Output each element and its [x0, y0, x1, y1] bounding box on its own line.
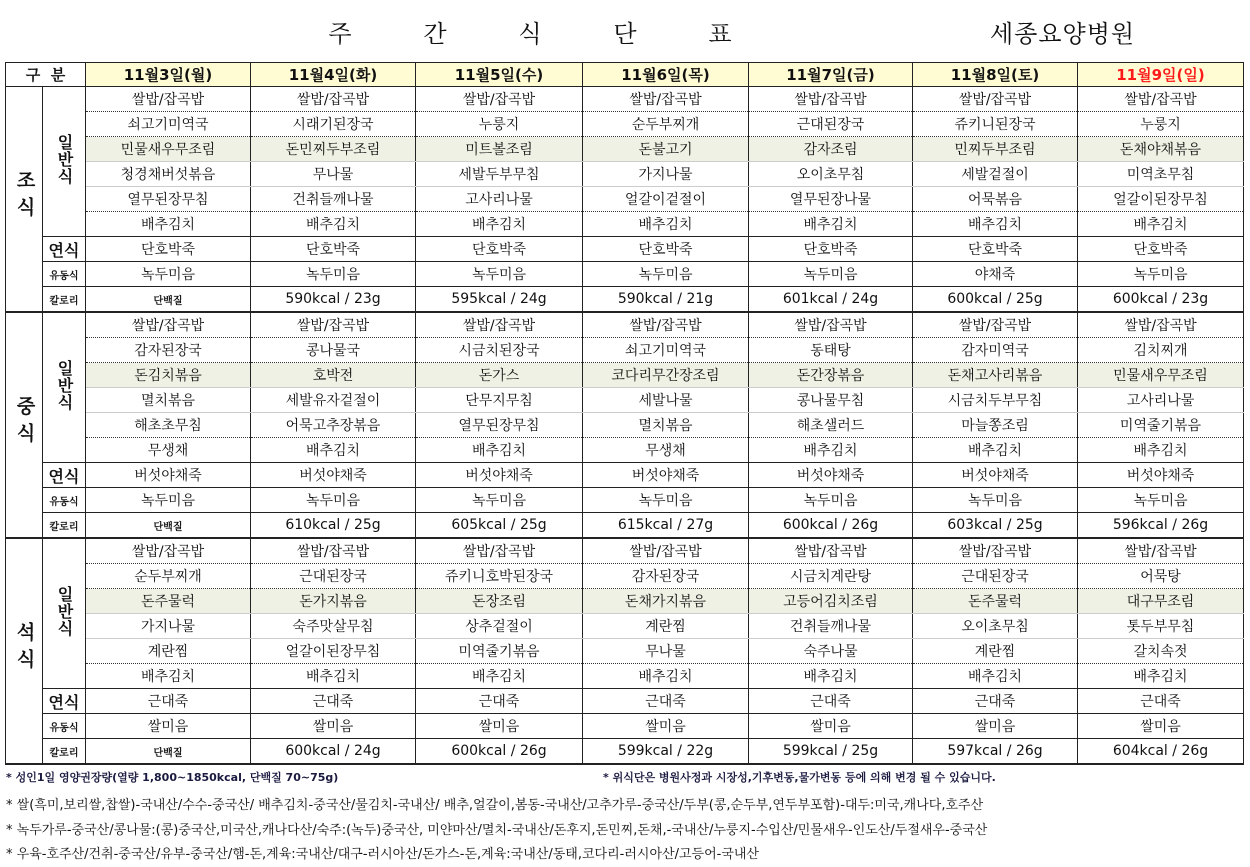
title-char: 주: [328, 20, 352, 48]
menu-row: [6, 564, 1244, 589]
meal-label: 중식: [13, 395, 36, 450]
menu-item: 상추겉절이: [416, 614, 583, 639]
soft-diet-label: 연식: [43, 689, 86, 714]
calorie-label: 칼로리: [43, 513, 86, 539]
nutrition-value: 590kcal / 23g: [251, 287, 416, 313]
menu-item: 미역줄기볶음: [1078, 413, 1244, 438]
menu-item: 쇠고기미역국: [86, 112, 251, 137]
menu-item: 어묵볶음: [913, 187, 1078, 212]
menu-item: 버섯야채죽: [86, 463, 251, 488]
menu-item: 쌀미음: [913, 714, 1078, 739]
meal-label-cell: [6, 87, 43, 313]
menu-item: 시금치된장국: [416, 338, 583, 363]
menu-item: 쌀밥/잡곡밥: [583, 87, 749, 112]
nutrition-value: 599kcal / 22g: [583, 739, 749, 765]
menu-item: 버섯야채죽: [583, 463, 749, 488]
menu-item: 단호박죽: [1078, 237, 1244, 262]
menu-item: 쥬키니호박된장국: [416, 564, 583, 589]
menu-item: 근대죽: [1078, 689, 1244, 714]
origin-line: * 우육-호주산/건취-중국산/유부-중국산/햄-돈,계육:국내산/대구-러시아산/돈가스-돈,계육:국내산/동태,코다리-러시아산/고등어-국내산: [6, 847, 759, 862]
menu-item: 쌀밥/잡곡밥: [251, 538, 416, 564]
menu-item: 쌀밥/잡곡밥: [749, 87, 913, 112]
menu-item: 돈간장볶음: [749, 363, 913, 388]
title-char: 식: [518, 20, 542, 48]
menu-item: 얼갈이된장무침: [1078, 187, 1244, 212]
menu-item: 열무된장무침: [86, 187, 251, 212]
menu-item: 근대죽: [583, 689, 749, 714]
menu-item: 쌀밥/잡곡밥: [416, 87, 583, 112]
general-diet-label-cell: [43, 538, 86, 689]
corner-label: 구 분: [6, 63, 86, 87]
menu-row: [6, 614, 1244, 639]
menu-item: 야채죽: [913, 262, 1078, 287]
menu-item: 시금치두부무침: [913, 388, 1078, 413]
nutrition-value: 600kcal / 26g: [749, 513, 913, 539]
menu-item: 쌀밥/잡곡밥: [583, 538, 749, 564]
menu-item: 근대죽: [251, 689, 416, 714]
menu-item: 돈주물럭: [913, 589, 1078, 614]
menu-item: 고사리나물: [1078, 388, 1244, 413]
menu-row: [6, 639, 1244, 664]
menu-row: [6, 413, 1244, 438]
menu-item: 배추김치: [749, 438, 913, 463]
menu-item: 녹두미음: [749, 262, 913, 287]
menu-item: 어묵고추장볶음: [251, 413, 416, 438]
liquid-diet-row: [6, 488, 1244, 513]
menu-item: 세발두부무침: [416, 162, 583, 187]
menu-item: 돈주물럭: [86, 589, 251, 614]
menu-item: 얼갈이된장무침: [251, 639, 416, 664]
menu-item: 미트볼조림: [416, 137, 583, 162]
soft-diet-label: 연식: [43, 237, 86, 262]
menu-item: 돈가스: [416, 363, 583, 388]
menu-item: 근대죽: [86, 689, 251, 714]
page-title: [320, 14, 740, 48]
menu-item: 돈장조림: [416, 589, 583, 614]
menu-item: 녹두미음: [251, 262, 416, 287]
menu-item: 호박전: [251, 363, 416, 388]
menu-item: 돈채고사리볶음: [913, 363, 1078, 388]
menu-item: 숙주나물: [749, 639, 913, 664]
menu-row: [6, 438, 1244, 463]
general-diet-label-cell: [43, 87, 86, 237]
menu-item: 민찌두부조림: [913, 137, 1078, 162]
liquid-diet-row: [6, 714, 1244, 739]
menu-item: 배추김치: [583, 212, 749, 237]
menu-item: 톳두부무침: [1078, 614, 1244, 639]
menu-item: 마늘쫑조림: [913, 413, 1078, 438]
menu-item: 해초초무침: [86, 413, 251, 438]
general-diet-label: 일반식: [55, 360, 74, 411]
menu-item: 쌀밥/잡곡밥: [583, 312, 749, 338]
menu-item: 숙주맛살무침: [251, 614, 416, 639]
liquid-diet-label: 유동식: [43, 488, 86, 513]
menu-item: 단호박죽: [913, 237, 1078, 262]
menu-item: 배추김치: [1078, 664, 1244, 689]
menu-item: 녹두미음: [416, 262, 583, 287]
calorie-label: 칼로리: [43, 287, 86, 313]
menu-item: 버섯야채죽: [749, 463, 913, 488]
menu-item: 민물새우무조림: [86, 137, 251, 162]
menu-item: 민물새우무조림: [1078, 363, 1244, 388]
menu-item: 계란찜: [583, 614, 749, 639]
menu-item: 쌀미음: [1078, 714, 1244, 739]
menu-item: 계란찜: [86, 639, 251, 664]
nutrition-value: 600kcal / 26g: [416, 739, 583, 765]
menu-item: 녹두미음: [1078, 488, 1244, 513]
menu-item: 배추김치: [251, 438, 416, 463]
menu-item: 시금치계란탕: [749, 564, 913, 589]
menu-item: 돈가지볶음: [251, 589, 416, 614]
menu-row: [6, 112, 1244, 137]
meal-label: 조식: [13, 169, 36, 224]
menu-item: 열무된장무침: [416, 413, 583, 438]
menu-item: 배추김치: [86, 212, 251, 237]
nutrition-value: 600kcal / 23g: [1078, 287, 1244, 313]
menu-item: 녹두미음: [583, 262, 749, 287]
menu-item: 버섯야채죽: [416, 463, 583, 488]
menu-item: 감자된장국: [86, 338, 251, 363]
menu-item: 배추김치: [1078, 438, 1244, 463]
soft-diet-label: 연식: [43, 463, 86, 488]
title-char: 간: [423, 20, 447, 48]
nutrition-value: 603kcal / 25g: [913, 513, 1078, 539]
menu-item: 쌀밥/잡곡밥: [416, 312, 583, 338]
menu-item: 동태탕: [749, 338, 913, 363]
menu-item: 쌀밥/잡곡밥: [749, 538, 913, 564]
nutrition-row: [6, 513, 1244, 539]
menu-item: 쌀미음: [251, 714, 416, 739]
menu-item: 고사리나물: [416, 187, 583, 212]
nutrition-value: 605kcal / 25g: [416, 513, 583, 539]
menu-item: 감자조림: [749, 137, 913, 162]
menu-item: 녹두미음: [583, 488, 749, 513]
menu-item: 근대된장국: [913, 564, 1078, 589]
menu-item: 세발유자겉절이: [251, 388, 416, 413]
menu-item: 열무된장나물: [749, 187, 913, 212]
menu-item: 대구무조림: [1078, 589, 1244, 614]
menu-item: 배추김치: [913, 438, 1078, 463]
nutrition-value: 590kcal / 21g: [583, 287, 749, 313]
header-row: [6, 63, 1244, 87]
menu-item: 건취들깨나물: [749, 614, 913, 639]
change-notice: * 위식단은 병원사정과 시장성,기후변동,물가변동 등에 의해 변경 될 수 있습니다.: [603, 771, 996, 784]
menu-item: 단호박죽: [416, 237, 583, 262]
menu-item: 콩나물무침: [749, 388, 913, 413]
liquid-diet-label: 유동식: [43, 262, 86, 287]
menu-item: 녹두미음: [913, 488, 1078, 513]
menu-item: 김치찌개: [1078, 338, 1244, 363]
menu-item: 근대죽: [749, 689, 913, 714]
menu-row: [6, 162, 1244, 187]
menu-row: [6, 312, 1244, 338]
menu-item: 감자된장국: [583, 564, 749, 589]
nutrition-value: 615kcal / 27g: [583, 513, 749, 539]
menu-row: [6, 338, 1244, 363]
menu-item: 단호박죽: [251, 237, 416, 262]
menu-item: 쌀밥/잡곡밥: [1078, 87, 1244, 112]
menu-item: 쌀밥/잡곡밥: [749, 312, 913, 338]
menu-item: 버섯야채죽: [251, 463, 416, 488]
menu-item: 무나물: [251, 162, 416, 187]
menu-item: 배추김치: [86, 664, 251, 689]
menu-item: 쌀밥/잡곡밥: [1078, 312, 1244, 338]
menu-item: 배추김치: [251, 212, 416, 237]
menu-item: 미역줄기볶음: [416, 639, 583, 664]
nutrition-row: [6, 287, 1244, 313]
menu-item: 배추김치: [913, 212, 1078, 237]
menu-item: 고등어김치조림: [749, 589, 913, 614]
menu-item: 코다리무간장조림: [583, 363, 749, 388]
menu-item: 청경채버섯볶음: [86, 162, 251, 187]
menu-item: 돈채야채볶음: [1078, 137, 1244, 162]
menu-item: 녹두미음: [86, 488, 251, 513]
nutrition-value: 595kcal / 24g: [416, 287, 583, 313]
menu-item: 계란찜: [913, 639, 1078, 664]
nutrition-value: 601kcal / 24g: [749, 287, 913, 313]
menu-item: 오이초무침: [749, 162, 913, 187]
menu-item: 오이초무침: [913, 614, 1078, 639]
menu-item: 단무지무침: [416, 388, 583, 413]
day-header: 11월5일(수): [416, 63, 583, 87]
protein-label: 단백질: [86, 739, 251, 765]
menu-item: 어묵탕: [1078, 564, 1244, 589]
day-header: 11월8일(토): [913, 63, 1078, 87]
protein-label: 단백질: [86, 513, 251, 539]
menu-item: 멸치볶음: [583, 413, 749, 438]
day-header: 11월3일(월): [86, 63, 251, 87]
menu-row: [6, 538, 1244, 564]
nutrition-value: 600kcal / 25g: [913, 287, 1078, 313]
menu-item: 배추김치: [416, 212, 583, 237]
menu-item: 배추김치: [1078, 212, 1244, 237]
calorie-label: 칼로리: [43, 739, 86, 765]
menu-item: 녹두미음: [251, 488, 416, 513]
menu-item: 버섯야채죽: [1078, 463, 1244, 488]
weekly-menu-table: [5, 62, 1244, 765]
nutrition-value: 599kcal / 25g: [749, 739, 913, 765]
menu-item: 근대된장국: [251, 564, 416, 589]
nutrition-row: [6, 739, 1244, 765]
liquid-diet-label: 유동식: [43, 714, 86, 739]
menu-item: 단호박죽: [86, 237, 251, 262]
soft-diet-row: [6, 463, 1244, 488]
menu-item: 멸치볶음: [86, 388, 251, 413]
menu-item: 무생채: [86, 438, 251, 463]
menu-item: 돈불고기: [583, 137, 749, 162]
nutrition-value: 604kcal / 26g: [1078, 739, 1244, 765]
menu-item: 쌀밥/잡곡밥: [1078, 538, 1244, 564]
menu-item: 쌀밥/잡곡밥: [251, 87, 416, 112]
menu-item: 배추김치: [913, 664, 1078, 689]
menu-item: 쌀밥/잡곡밥: [86, 538, 251, 564]
general-diet-label: 일반식: [55, 586, 74, 637]
menu-item: 쌀미음: [749, 714, 913, 739]
nutrition-value: 597kcal / 26g: [913, 739, 1078, 765]
menu-row: [6, 589, 1244, 614]
menu-item: 녹두미음: [416, 488, 583, 513]
menu-item: 쥬키니된장국: [913, 112, 1078, 137]
menu-item: 돈김치볶음: [86, 363, 251, 388]
menu-item: 녹두미음: [86, 262, 251, 287]
menu-item: 세발겉절이: [913, 162, 1078, 187]
day-header: 11월9일(일): [1078, 63, 1244, 87]
menu-row: [6, 363, 1244, 388]
menu-item: 배추김치: [416, 664, 583, 689]
menu-item: 쌀밥/잡곡밥: [416, 538, 583, 564]
menu-item: 녹두미음: [749, 488, 913, 513]
menu-item: 돈채가지볶음: [583, 589, 749, 614]
menu-item: 누룽지: [416, 112, 583, 137]
menu-item: 감자미역국: [913, 338, 1078, 363]
nutrition-value: 600kcal / 24g: [251, 739, 416, 765]
menu-row: [6, 137, 1244, 162]
menu-item: 배추김치: [583, 664, 749, 689]
menu-row: [6, 87, 1244, 112]
soft-diet-row: [6, 689, 1244, 714]
title-char: 단: [613, 20, 637, 48]
nutrition-note: * 성인1일 영양권장량(열량 1,800~1850kcal, 단백질 70~75g): [6, 771, 339, 784]
meal-label: 석식: [13, 621, 36, 676]
menu-item: 쌀밥/잡곡밥: [251, 312, 416, 338]
menu-item: 쌀미음: [86, 714, 251, 739]
menu-item: 쌀미음: [416, 714, 583, 739]
soft-diet-row: [6, 237, 1244, 262]
menu-item: 가지나물: [86, 614, 251, 639]
origin-line: * 녹두가루-중국산/콩나물:(콩)중국산,미국산,캐나다산/숙주:(녹두)중국산, 미얀마산/멸치-국내산/돈후지,돈민찌,돈채,-국내산/누룽지-수입산/민물새우-인도산/두절새우-중국산: [6, 823, 988, 838]
menu-item: 쌀밥/잡곡밥: [913, 87, 1078, 112]
menu-item: 쇠고기미역국: [583, 338, 749, 363]
menu-item: 배추김치: [749, 212, 913, 237]
title-char: 표: [708, 20, 732, 48]
menu-item: 근대죽: [913, 689, 1078, 714]
menu-row: [6, 187, 1244, 212]
menu-item: 단호박죽: [749, 237, 913, 262]
menu-item: 근대된장국: [749, 112, 913, 137]
menu-item: 쌀미음: [583, 714, 749, 739]
menu-item: 건취들깨나물: [251, 187, 416, 212]
meal-label-cell: [6, 538, 43, 764]
menu-item: 순두부찌개: [86, 564, 251, 589]
general-diet-label: 일반식: [55, 134, 74, 185]
meal-label-cell: [6, 312, 43, 538]
nutrition-value: 596kcal / 26g: [1078, 513, 1244, 539]
menu-item: 단호박죽: [583, 237, 749, 262]
menu-item: 미역초무침: [1078, 162, 1244, 187]
liquid-diet-row: [6, 262, 1244, 287]
hospital-name: 세종요양병원: [990, 20, 1136, 48]
menu-item: 순두부찌개: [583, 112, 749, 137]
menu-item: 녹두미음: [1078, 262, 1244, 287]
nutrition-value: 610kcal / 25g: [251, 513, 416, 539]
origin-line: * 쌀(흑미,보리쌀,찹쌀)-국내산/수수-중국산/ 배추김치-중국산/물김치-국내산/ 배추,얼갈이,봄동-국내산/고추가루-중국산/두부(콩,순두부,연두부포함)-대두:미국,캐나다,호주산: [6, 798, 984, 813]
menu-item: 쌀밥/잡곡밥: [913, 538, 1078, 564]
menu-row: [6, 212, 1244, 237]
menu-item: 배추김치: [251, 664, 416, 689]
menu-item: 해초샐러드: [749, 413, 913, 438]
menu-row: [6, 664, 1244, 689]
day-header: 11월4일(화): [251, 63, 416, 87]
menu-item: 쌀밥/잡곡밥: [913, 312, 1078, 338]
menu-item: 누룽지: [1078, 112, 1244, 137]
menu-item: 세발나물: [583, 388, 749, 413]
menu-item: 시래기된장국: [251, 112, 416, 137]
day-header: 11월6일(목): [583, 63, 749, 87]
menu-item: 쌀밥/잡곡밥: [86, 312, 251, 338]
protein-label: 단백질: [86, 287, 251, 313]
menu-item: 근대죽: [416, 689, 583, 714]
menu-item: 배추김치: [749, 664, 913, 689]
menu-row: [6, 388, 1244, 413]
menu-item: 갈치속젓: [1078, 639, 1244, 664]
menu-item: 콩나물국: [251, 338, 416, 363]
menu-item: 무나물: [583, 639, 749, 664]
general-diet-label-cell: [43, 312, 86, 463]
day-header: 11월7일(금): [749, 63, 913, 87]
menu-item: 배추김치: [416, 438, 583, 463]
menu-item: 얼갈이겉절이: [583, 187, 749, 212]
menu-item: 버섯야채죽: [913, 463, 1078, 488]
menu-item: 가지나물: [583, 162, 749, 187]
menu-item: 돈민찌두부조림: [251, 137, 416, 162]
menu-item: 쌀밥/잡곡밥: [86, 87, 251, 112]
menu-item: 무생채: [583, 438, 749, 463]
